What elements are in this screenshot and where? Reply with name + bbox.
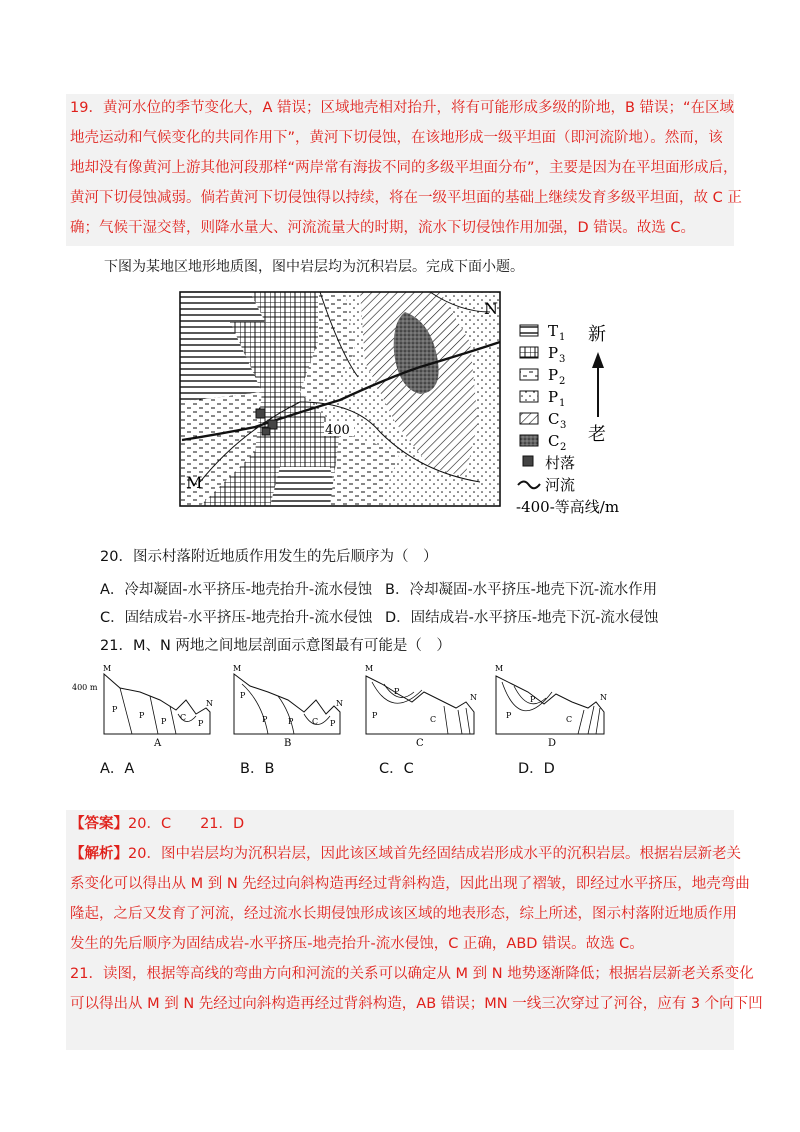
- q21-option-b[interactable]: B．B: [240, 761, 275, 777]
- geologic-map: [0, 282, 800, 522]
- analysis-line-4: 发生的先后顺序为固结成岩-水平挤压-地壳抬升-流水侵蚀，C 正确，ABD 错误。故选 C。: [70, 936, 644, 952]
- map-legend: [516, 322, 619, 516]
- svg-text:P: P: [330, 719, 336, 728]
- svg-text:P: P: [161, 717, 167, 726]
- map-point-m: M: [186, 473, 203, 492]
- profile-label-c: C: [416, 738, 424, 749]
- svg-text:N: N: [600, 693, 607, 702]
- analysis-line-2: 系变化可以得出从 M 到 N 先经过向斜构造再经过背斜构造，因此出现了褶皱，即经过水平挤压，地壳弯曲: [70, 876, 750, 892]
- svg-text:C: C: [312, 717, 319, 726]
- profile-d: [495, 664, 607, 749]
- analysis-line-6: 可以得出从 M 到 N 先经过向斜构造再经过背斜构造，AB 错误；MN 一线三次穿过了河谷，应有 3 个向下凹: [70, 996, 763, 1012]
- profile-label-a: A: [154, 738, 162, 749]
- profile-label-b: B: [284, 738, 292, 749]
- map-point-n: N: [484, 299, 498, 318]
- legend-village-label: 村落: [545, 454, 576, 472]
- svg-text:P: P: [288, 717, 294, 726]
- arrow-up-icon: [592, 352, 604, 368]
- svg-text:N: N: [470, 693, 477, 702]
- analysis-line-1: [70, 844, 741, 864]
- legend-code-p1: P: [548, 388, 559, 406]
- svg-text:1: 1: [559, 332, 566, 343]
- svg-text:M: M: [495, 664, 504, 673]
- legend-river-label: 河流: [545, 476, 576, 494]
- q21-stem: 21．M、N 两地之间地层剖面示意图最有可能是（ ）: [100, 638, 451, 654]
- legend-river-icon: [518, 482, 540, 489]
- contour-label-400: 400: [325, 423, 350, 438]
- q19-line-3: 地却没有像黄河上游其他河段那样“两岸常有海拔不同的多级平坦面分布”，主要是因为在平坦面形成后，: [70, 160, 738, 176]
- q20-option-c[interactable]: C．固结成岩-水平挤压-地壳抬升-流水侵蚀: [100, 610, 373, 626]
- svg-text:P: P: [506, 711, 512, 720]
- svg-text:1: 1: [559, 398, 566, 409]
- map-caption: 下图为某地区地形地质图，图中岩层均为沉积岩层。完成下面小题。: [104, 259, 524, 275]
- q19-line-1: 19．黄河水位的季节变化大，A 错误；区域地壳相对抬升，将有可能形成多级的阶地，B 错误；“在区域: [70, 100, 735, 116]
- profile-b: [233, 664, 343, 749]
- svg-text:C: C: [566, 715, 573, 724]
- svg-text:P: P: [394, 687, 400, 696]
- analysis-text-1: 20．图中岩层均为沉积岩层，因此该区域首先经固结成岩形成水平的沉积岩层。根据岩层新老关: [128, 846, 741, 862]
- legend-code-c3: C: [548, 410, 560, 428]
- svg-text:C: C: [430, 715, 437, 724]
- profile-diagrams: [0, 662, 800, 752]
- svg-text:2: 2: [559, 376, 566, 387]
- analysis-label: 【解析】: [70, 846, 128, 862]
- svg-text:P: P: [240, 691, 246, 700]
- q19-line-4: 黄河下切侵蚀减弱。倘若黄河下切侵蚀得以持续，将在一级平坦面的基础上继续发育多级平坦面，故 C 正: [70, 190, 742, 206]
- q20-option-b[interactable]: B．冷却凝固-水平挤压-地壳下沉-流水作用: [385, 582, 658, 598]
- profile-label-d: D: [548, 738, 557, 749]
- svg-text:P: P: [262, 715, 268, 724]
- analysis-line-5: 21．读图，根据等高线的弯曲方向和河流的关系可以确定从 M 到 N 地势逐渐降低；根据岩层新老关系变化: [70, 966, 754, 982]
- analysis-line-3: 隆起，之后又发育了河流，经过流水长期侵蚀形成该区域的地表形态，综上所述，图示村落附近地质作用: [70, 906, 737, 922]
- svg-text:M: M: [103, 664, 112, 673]
- village-marker: [256, 409, 265, 418]
- svg-text:P: P: [372, 711, 378, 720]
- svg-text:P: P: [139, 711, 145, 720]
- legend-contour-label: -400-等高线/m: [516, 498, 620, 516]
- svg-text:M: M: [233, 664, 242, 673]
- svg-text:2: 2: [560, 442, 567, 453]
- q21-option-d[interactable]: D．D: [518, 761, 555, 777]
- svg-text:N: N: [206, 699, 213, 708]
- legend-code-t1: T: [548, 322, 559, 340]
- q20-option-a[interactable]: A．冷却凝固-水平挤压-地壳抬升-流水侵蚀: [100, 582, 373, 598]
- q20-stem: 20．图示村落附近地质作用发生的先后顺序为（ ）: [100, 549, 438, 565]
- answer-label: 【答案】: [70, 816, 128, 832]
- svg-text:N: N: [336, 699, 343, 708]
- legend-code-c2: C: [548, 432, 560, 450]
- arrow-label-new: 新: [588, 324, 606, 345]
- q20-option-d[interactable]: D．固结成岩-水平挤压-地壳下沉-流水侵蚀: [385, 610, 659, 626]
- answer-text: 20．C 21．D: [128, 816, 245, 832]
- legend-village-icon: [523, 456, 533, 466]
- legend-code-p3: P: [548, 344, 559, 362]
- svg-text:M: M: [365, 664, 374, 673]
- svg-text:P: P: [530, 695, 536, 704]
- svg-text:3: 3: [560, 420, 567, 431]
- svg-text:400 m: 400 m: [72, 683, 98, 692]
- q21-option-c[interactable]: C．C: [379, 761, 414, 777]
- profile-a: [72, 664, 213, 749]
- arrow-label-old: 老: [588, 424, 606, 445]
- svg-text:3: 3: [559, 354, 566, 365]
- q21-option-a[interactable]: A．A: [100, 761, 135, 777]
- answer-line: [70, 814, 244, 834]
- svg-text:P: P: [112, 705, 118, 714]
- q19-line-5: 确；气候干湿交替，则降水量大、河流流量大的时期，流水下切侵蚀作用加强，D 错误。故选 C。: [70, 220, 696, 236]
- svg-text:C: C: [180, 713, 187, 722]
- legend-code-p2: P: [548, 366, 559, 384]
- profile-c: [365, 664, 477, 749]
- q19-line-2: 地壳运动和气候变化的共同作用下”，黄河下切侵蚀，在该地形成一级平坦面（即河流阶地）。然而，该: [70, 130, 723, 146]
- svg-text:P: P: [198, 719, 204, 728]
